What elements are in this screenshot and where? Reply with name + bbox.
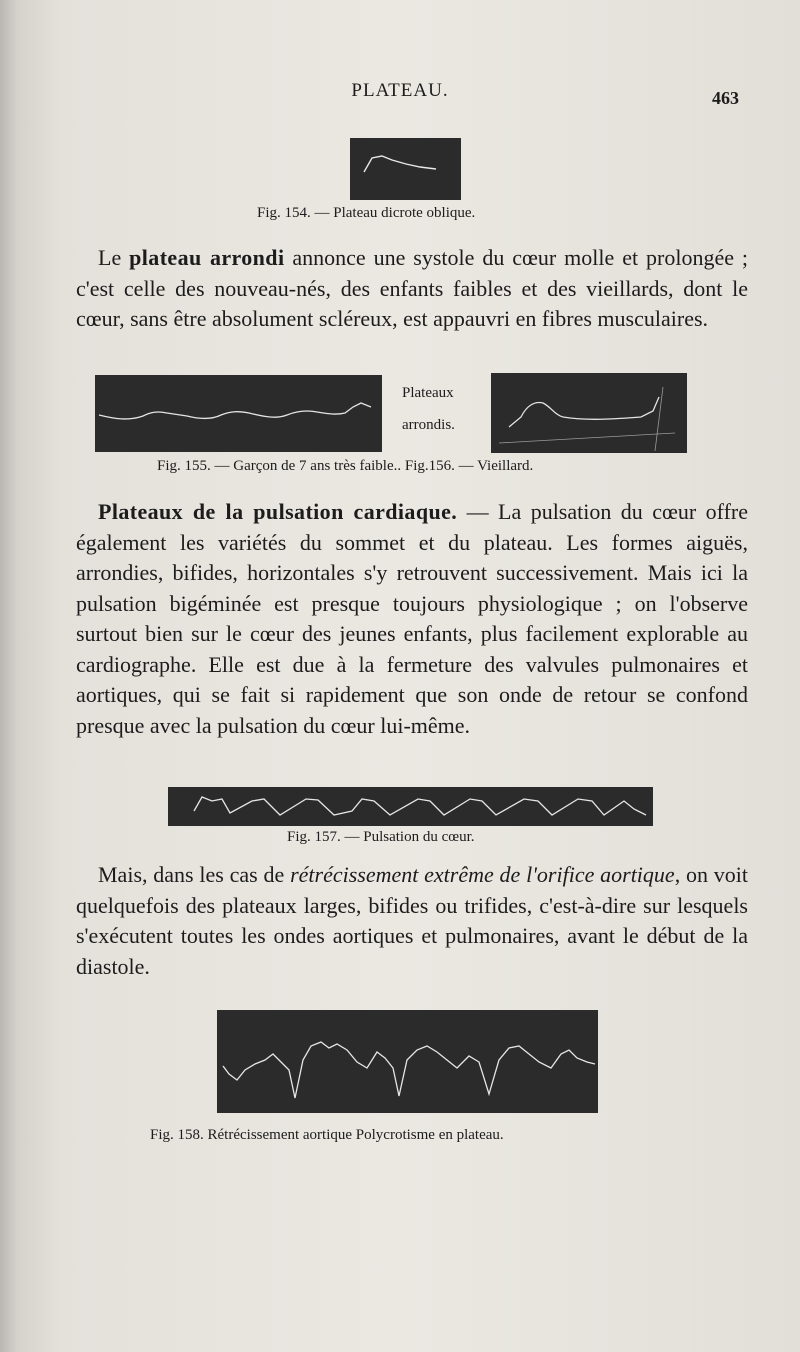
para3-text: , on voit quelquefois des plateaux larges, bifides ou trifides, c'est-à-dire sur lesquels s'exécutent toutes les ondes aortiques et pulmonaires, avant le début de la diastole. xyxy=(76,862,748,979)
stylus-line xyxy=(655,387,663,451)
figure-156-trace xyxy=(491,373,687,453)
para1-start: Le xyxy=(98,245,130,270)
paragraph-pulsation-cardiaque xyxy=(76,497,748,741)
figure-157-caption: Fig. 157. — Pulsation du cœur. xyxy=(287,829,475,845)
paragraph-retrecissement xyxy=(76,860,748,982)
figure-158-trace xyxy=(217,1010,598,1113)
figure-154-caption: Fig. 154. — Plateau dicrote oblique. xyxy=(257,205,476,221)
book-gutter xyxy=(0,0,18,1352)
trace-line xyxy=(99,403,371,419)
trace-line xyxy=(194,797,646,815)
para1-bold-term: plateau arrondi xyxy=(129,245,285,270)
running-head: PLATEAU. xyxy=(351,80,449,101)
plateaux-label: Plateaux xyxy=(402,385,454,401)
baseline-line xyxy=(499,433,675,443)
figure-155-156-caption: Fig. 155. — Garçon de 7 ans très faible.. Fig.156. — Vieillard. xyxy=(157,458,534,474)
trace-line xyxy=(223,1042,595,1098)
para2-text: — La pulsation du cœur offre également les variétés du sommet et du plateau. Les formes aiguës, arrondies, bifides, horizontales s'y retrouvent successivement. Mais ici la pulsation bigéminée est presque toujours physiologique ; on l'observe surtout bien sur le cœur des jeunes enfants, plus facilement explorable au cardiographe. Elle est due à la fermeture des valvules pulmonaires et aortiques, qui se fait si rapidement que son onde de retour se confond presque avec la pulsation du cœur lui-même. xyxy=(76,499,748,738)
trace-line xyxy=(364,156,436,172)
paragraph-plateau-arrondi xyxy=(76,243,748,335)
figure-158-caption: Fig. 158. Rétrécissement aortique Polycrotisme en plateau. xyxy=(150,1127,504,1143)
page-number: 463 xyxy=(712,88,739,108)
trace-line xyxy=(509,397,659,427)
arrondis-label: arrondis. xyxy=(402,417,455,433)
para1-text: annonce une systole du cœur molle et prolongée ; c'est celle des nouveau-nés, des enfants faibles et des vieillards, dont le cœur, sans être absolument scléreux, est appauvri en fibres musculaires. xyxy=(76,245,749,331)
para3-italic-term: rétrécissement extrême de l'orifice aortique xyxy=(290,862,675,887)
para2-bold-heading: Plateaux de la pulsation cardiaque. xyxy=(98,499,458,524)
figure-154-trace xyxy=(350,138,461,200)
figure-157-trace xyxy=(168,787,653,826)
para3-start: Mais, dans les cas de xyxy=(98,862,291,887)
figure-155-trace xyxy=(95,375,382,452)
